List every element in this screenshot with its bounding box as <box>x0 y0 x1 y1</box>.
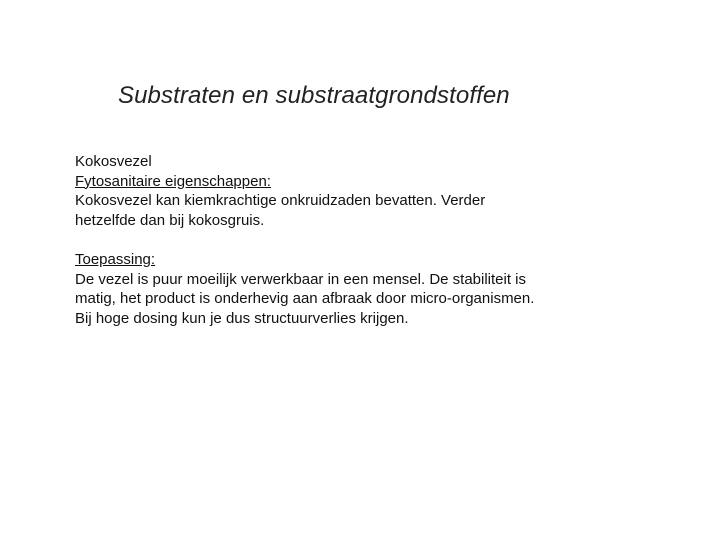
section-label-fytosanitair: Fytosanitaire eigenschappen: <box>75 172 271 190</box>
section-text-line: De vezel is puur moeilijk verwerkbaar in een mensel. De stabiliteit is <box>75 270 527 288</box>
slide-title: Substraten en substraatgrondstoffen <box>118 82 510 109</box>
slide-body <box>75 152 635 328</box>
section-text-line: matig, het product is onderhevig aan afbraak door micro-organismen. <box>75 290 535 307</box>
section-label-toepassing: Toepassing: <box>75 251 156 268</box>
section-text-line: Kokosvezel kan kiemkrachtige onkruidzaden bevatten. Verder <box>75 192 486 209</box>
section-text-line: Bij hoge dosing kun je dus structuurverlies krijgen. <box>75 309 409 327</box>
topic-heading: Kokosvezel <box>75 153 152 170</box>
section-text-line: hetzelfde dan bij kokosgruis. <box>75 211 265 229</box>
paragraph-spacer <box>75 230 635 250</box>
